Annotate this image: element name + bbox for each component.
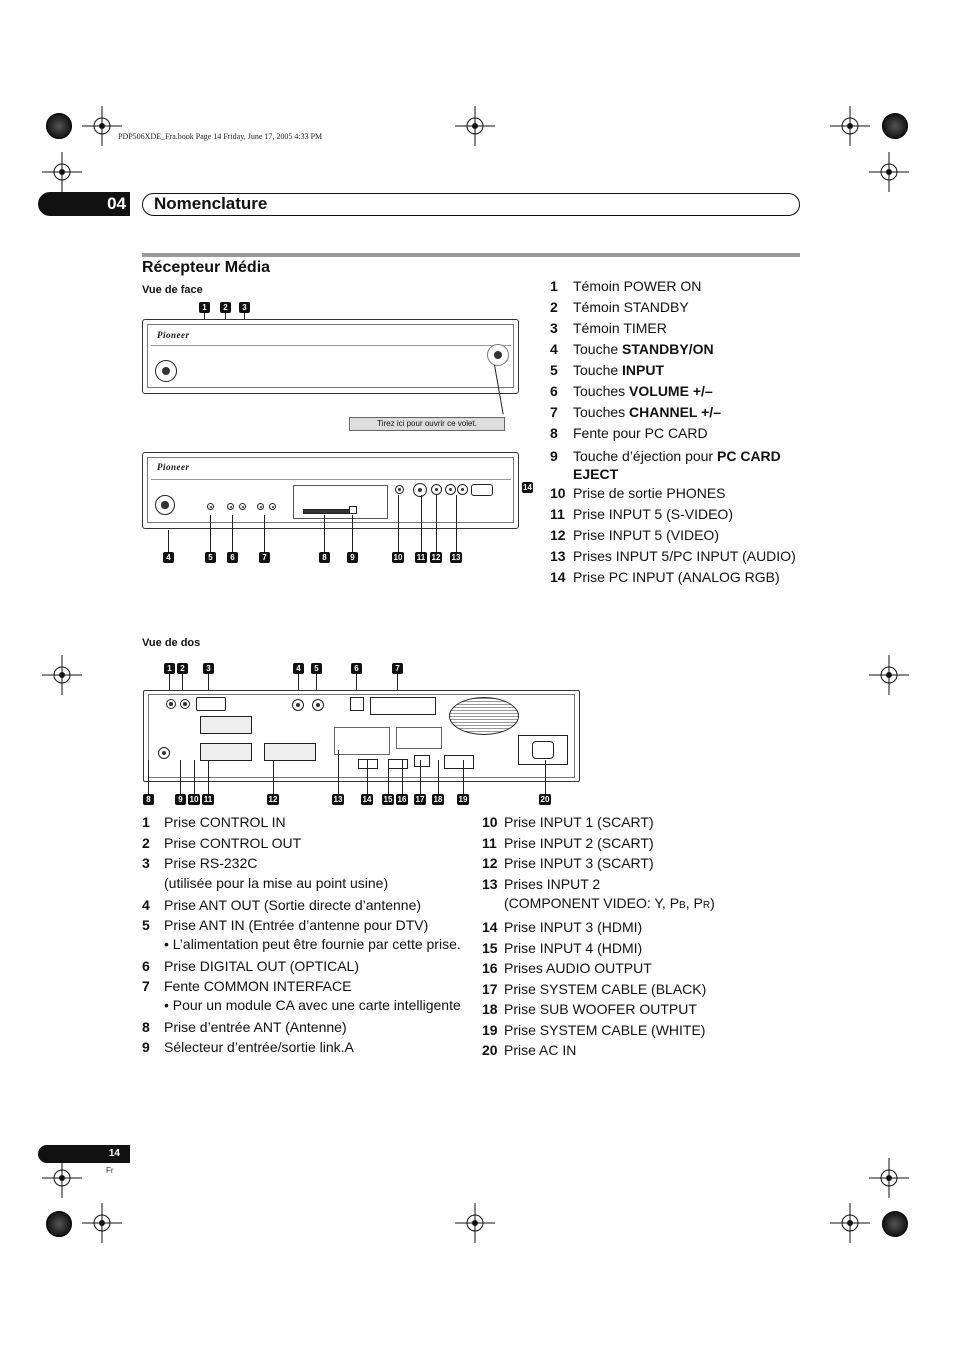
- crosshair-mark-icon: [42, 1158, 82, 1198]
- list-item: 10 Prise de sortie PHONES: [550, 485, 726, 501]
- list-item: 16 Prises AUDIO OUTPUT: [482, 960, 652, 976]
- list-item: 12 Prise INPUT 5 (VIDEO): [550, 527, 719, 543]
- page-language: Fr: [106, 1166, 114, 1175]
- list-item: 2 Témoin STANDBY: [550, 299, 689, 315]
- front-view-title: Vue de face: [142, 284, 203, 296]
- list-item: 1 Prise CONTROL IN: [142, 814, 286, 830]
- vga-port-icon: [471, 484, 493, 496]
- list-item: 4 Touche STANDBY/ON: [550, 341, 714, 357]
- list-item: 17 Prise SYSTEM CABLE (BLACK): [482, 980, 707, 997]
- common-interface-slot: [370, 697, 436, 715]
- list-item: 9 Touche d’éjection pour PC CARD EJECT: [550, 448, 781, 482]
- crosshair-mark-icon: [42, 152, 82, 192]
- section-rule: [142, 253, 800, 257]
- crosshair-mark-icon: [42, 655, 82, 695]
- scart-3: [264, 743, 316, 761]
- front-panel-closed: [142, 319, 519, 394]
- list-item: 11 Prise INPUT 2 (SCART): [482, 834, 654, 851]
- list-item: 8 Prise d’entrée ANT (Antenne): [142, 1018, 347, 1035]
- callout-box: Tirez ici pour ouvrir ce volet.: [349, 417, 505, 431]
- crosshair-mark-icon: [830, 106, 870, 146]
- list-item: 5 Touche INPUT: [550, 362, 665, 378]
- rear-view-title: Vue de dos: [142, 637, 201, 649]
- list-item: 1 Témoin POWER ON: [550, 278, 702, 294]
- registration-disc-top-right: [882, 113, 908, 139]
- registration-disc-bottom-right: [882, 1211, 908, 1237]
- list-item: 6 Prise DIGITAL OUT (OPTICAL): [142, 957, 359, 974]
- list-item: 13 Prises INPUT 5/PC INPUT (AUDIO): [550, 548, 796, 564]
- callout-3: 3: [239, 302, 250, 313]
- list-item: 9 Sélecteur d’entrée/sortie link.A: [142, 1039, 354, 1055]
- pc-card-slot: [303, 509, 353, 514]
- section-title: Récepteur Média: [142, 259, 271, 276]
- crosshair-mark-icon: [869, 152, 909, 192]
- list-item: 3 Prise RS-232C: [142, 855, 258, 871]
- chapter-number: 04: [38, 192, 130, 216]
- rear-legend-right: 10 Prise INPUT 1 (SCART) 11 Prise INPUT 2 (SCART) 12 Prise INPUT 3 (SCART) 13 Prises INPUT 2 (COMPONENT VIDEO: Y, PB, PR) 14 Prise INPUT 3 (HDMI) 15 Prise INPUT 4 (HDMI) 16 Prises AUDIO OUTPUT 17 Prise SYSTEM CABLE (BLACK) 18 Prise SUB WOOFER OUTPUT 19 Prise SYSTEM CABLE (WHITE) 20 Prise AC IN: [482, 812, 715, 1061]
- power-button-icon: [155, 360, 177, 382]
- scart-1: [200, 716, 252, 734]
- list-item: 8 Fente pour PC CARD: [550, 425, 708, 441]
- crosshair-mark-icon: [82, 1203, 122, 1243]
- crosshair-mark-icon: [82, 106, 122, 146]
- list-item: 3 Témoin TIMER: [550, 320, 667, 336]
- front-legend-list: [550, 276, 796, 588]
- list-item: 4 Prise ANT OUT (Sortie directe d’antenne): [142, 896, 422, 913]
- list-item: 12 Prise INPUT 3 (SCART): [482, 855, 654, 871]
- callout-1: 1: [199, 302, 210, 313]
- list-item: 2 Prise CONTROL OUT: [142, 834, 302, 851]
- list-item: 14 Prise INPUT 3 (HDMI): [482, 919, 643, 935]
- list-item: 10 Prise INPUT 1 (SCART): [482, 814, 654, 830]
- list-item: 5 Prise ANT IN (Entrée d’antenne pour DTV): [142, 917, 429, 933]
- registration-disc-bottom-left: [46, 1211, 72, 1237]
- callout-2: 2: [220, 302, 231, 313]
- front-panel-open: Pioneer: [142, 452, 519, 529]
- list-item: 15 Prise INPUT 4 (HDMI): [482, 939, 643, 956]
- list-item: 19 Prise SYSTEM CABLE (WHITE): [482, 1021, 706, 1038]
- crosshair-mark-icon: [455, 1203, 495, 1243]
- ventilation-grille: [449, 697, 519, 735]
- list-item: 14 Prise PC INPUT (ANALOG RGB): [550, 569, 780, 585]
- registration-disc-top-left: [46, 113, 72, 139]
- crosshair-mark-icon: [830, 1203, 870, 1243]
- print-header: PDP506XDE_Fra.book Page 14 Friday, June 17, 2005 4:33 PM: [118, 132, 323, 141]
- crosshair-mark-icon: [455, 106, 495, 146]
- crosshair-mark-icon: [869, 1158, 909, 1198]
- list-item: 7 Touches CHANNEL +/–: [550, 404, 721, 420]
- list-item: 13 Prises INPUT 2: [482, 875, 601, 892]
- list-item: 20 Prise AC IN: [482, 1042, 577, 1058]
- brand-logo: Pioneer: [157, 330, 190, 340]
- list-item: 6 Touches VOLUME +/–: [550, 383, 713, 399]
- rear-legend-left: 1 Prise CONTROL IN 2 Prise CONTROL OUT 3 Prise RS-232C (utilisée pour la mise au point usine) 4 Prise ANT OUT (Sortie directe d’antenne) 5 Prise ANT IN (Entrée d’antenne pour DTV) • L’alimentation peut être fournie par cette prise. 6 Prise DIGITAL OUT (OPTICAL) 7 Fente COMMON INTERFACE • Pour un module CA avec une carte intelligente 8 Prise d’entrée ANT (Antenne) 9 Sélecteur d’entrée/sortie link.A: [142, 812, 472, 1058]
- list-item: 18 Prise SUB WOOFER OUTPUT: [482, 1001, 697, 1017]
- crosshair-mark-icon: [869, 655, 909, 695]
- scart-2: [200, 743, 252, 761]
- list-item: 7 Fente COMMON INTERFACE: [142, 978, 352, 994]
- page-number: 14: [38, 1145, 130, 1163]
- standby-button-icon: [155, 495, 175, 515]
- list-item: 11 Prise INPUT 5 (S-VIDEO): [550, 506, 733, 522]
- chapter-title: Nomenclature: [154, 194, 268, 213]
